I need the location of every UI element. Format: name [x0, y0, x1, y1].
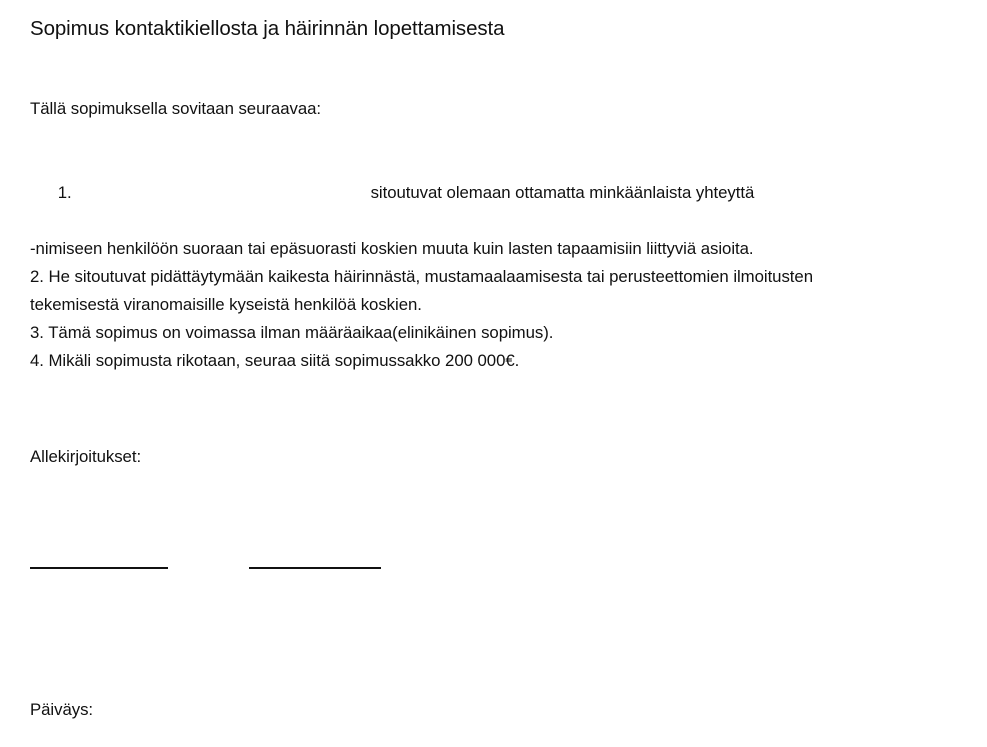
clause-1-text: sitoutuvat olemaan ottamatta minkäänlaista yhteyttä: [370, 183, 755, 202]
date-label: Päiväys:: [30, 700, 94, 719]
clause-list: [30, 151, 950, 375]
page-title: Sopimus kontaktikiellosta ja häirinnän lopettamisesta: [30, 17, 505, 40]
redacted-names-gap: [72, 197, 371, 198]
signature-line-1: [30, 567, 168, 569]
intro-paragraph: Tällä sopimuksella sovitaan seuraavaa:: [30, 99, 321, 118]
clause-1-marker: 1.: [57, 183, 72, 202]
clause-item-4: 4. Mikäli sopimusta rikotaan, seuraa siitä sopimussakko 200 000€.: [30, 351, 520, 370]
clause-item-1-line-1: [30, 151, 950, 235]
clause-item-2-line-1: 2. He sitoutuvat pidättäytymään kaikesta häirinnästä, mustamaalaamisesta tai perusteettomien ilmoitusten: [30, 267, 813, 286]
signature-line-group: [30, 553, 530, 577]
clause-item-1-line-2: -nimiseen henkilöön suoraan tai epäsuorasti koskien muuta kuin lasten tapaamisiin liittyviä asioita.: [30, 239, 754, 258]
signature-line-2: [249, 567, 381, 569]
clause-item-2-line-2: tekemisestä viranomaisille kyseistä henkilöä koskien.: [30, 295, 422, 314]
clause-item-3: 3. Tämä sopimus on voimassa ilman määräaikaa(elinikäinen sopimus).: [30, 323, 554, 342]
signatures-label: Allekirjoitukset:: [30, 447, 142, 466]
